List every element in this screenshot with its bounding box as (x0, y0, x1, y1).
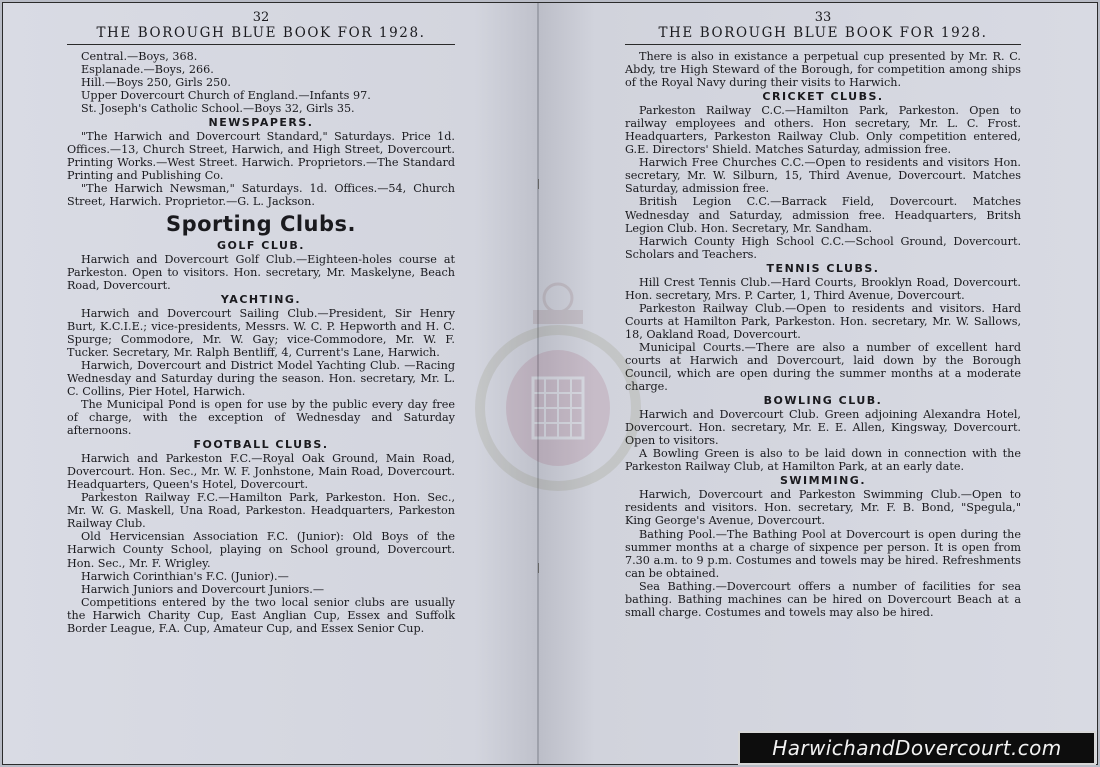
cricket-heading: CRICKET CLUBS. (762, 90, 884, 104)
sporting-clubs-heading: Sporting Clubs. (165, 211, 357, 236)
swimming-paragraph: Sea Bathing.—Dovercourt offers a number of facilities for sea bathing. Bathing machines can be hired on Dovercourt Beach at a small charge. Costumes and towels may also be hired. (625, 579, 1021, 619)
tennis-paragraph: Parkeston Railway Club.—Open to residents and visitors. Hard Courts at Hamilton Park, Parkeston. Hon. secretary, Mr. W. Sallows, 18, Oakland Road, Dovercourt. (625, 301, 1021, 341)
right-page-body (625, 50, 1021, 619)
swimming-paragraph: Harwich, Dovercourt and Parkeston Swimming Club.—Open to residents and visitors. Hon. secretary, Mr. F. B. Bond, "Spegula," King George's Avenue, Dovercourt. (625, 488, 1021, 528)
football-paragraph: Harwich Juniors and Dovercourt Juniors.— (81, 582, 325, 596)
header-rule (625, 44, 1021, 45)
site-watermark: HarwichandDovercourt.com (738, 731, 1096, 765)
bowling-paragraph: Harwich and Dovercourt Club. Green adjoining Alexandra Hotel, Dovercourt. Hon. secretary, Mr. E. E. Allen, Kingsway, Dovercourt. Open to visitors. (625, 408, 1021, 448)
newspapers-paragraph: "The Harwich and Dovercourt Standard," Saturdays. Price 1d. Offices.—13, Church Street, Harwich, and High Street, Dovercourt. Printing Works.—West Street. Harwich. Proprietors.—The Standard Printing and Publishing Co. (67, 130, 455, 183)
cricket-paragraph: Parkeston Railway C.C.—Hamilton Park, Parkeston. Open to railway employees and others. Hon secretary, Mr. L. C. Frost. Headquarters, Parkeston Railway Club. Only competition entered, G.E. Directors' Shield. Matches Saturday, admission free. (625, 104, 1021, 157)
football-heading: FOOTBALL CLUBS. (193, 438, 329, 452)
left-page (3, 3, 539, 764)
tennis-heading: TENNIS CLUBS. (766, 261, 880, 275)
golf-heading: GOLF CLUB. (217, 238, 305, 252)
football-paragraph: Harwich Corinthian's F.C. (Junior).— (81, 569, 289, 583)
schools-list-item: Central.—Boys, 368. (81, 50, 198, 63)
yachting-paragraph: The Municipal Pond is open for use by the public every day free of charge, with the exception of Wednesday and Saturday afternoons. (67, 397, 455, 438)
football-paragraph: Competitions entered by the two local senior clubs are usually the Harwich Charity Cup, East Anglian Cup, Essex and Suffolk Border League, F.A. Cup, Amateur Cup, and Essex Senior Cup. (67, 595, 455, 635)
page-number: 32 (252, 10, 270, 25)
tennis-paragraph: Hill Crest Tennis Club.—Hard Courts, Brooklyn Road, Dovercourt. Hon. secretary, Mrs. P. Carter, 1, Third Avenue, Dovercourt. (625, 275, 1021, 302)
yachting-paragraph: Harwich and Dovercourt Sailing Club.—President, Sir Henry Burt, K.C.I.E.; vice-presidents, Messrs. W. C. P. Hepworth and H. C. Spurge; Commodore, Mr. W. Gay; vice-Commodore, Mr. W. F. Tucker. Secretary, Mr. Ralph Bentliff, 4, Current's Lane, Harwich. (67, 306, 455, 359)
cricket-paragraph: Harwich Free Churches C.C.—Open to residents and visitors Hon. secretary, Mr. W. Silburn, 15, Third Avenue, Dovercourt. Matches Saturday, admission free. (625, 156, 1021, 196)
football-paragraph: Old Hervicensian Association F.C. (Junior): Old Boys of the Harwich County School, playing on School ground, Dovercourt. Hon. Sec., Mr. F. Wrigley. (67, 530, 455, 570)
swimming-heading: SWIMMING. (779, 474, 867, 488)
yachting-paragraph: Harwich, Dovercourt and District Model Yachting Club. —Racing Wednesday and Saturday during the season. Hon. secretary, Mr. L. C. Collins, Pier Hotel, Harwich. (67, 358, 455, 398)
schools-list-item: Esplanade.—Boys, 266. (81, 63, 214, 77)
football-paragraph: Harwich and Parkeston F.C.—Royal Oak Ground, Main Road, Dovercourt. Hon. Sec., Mr. W. F. Jonhstone, Main Road, Dovercourt. Headquarters, Queen's Hotel, Dovercourt. (67, 452, 455, 492)
golf-paragraph: Harwich and Dovercourt Golf Club.—Eighteen-holes course at Parkeston. Open to visitors. Hon. secretary, Mr. Maskelyne, Beach Road, Dovercourt. (67, 252, 455, 292)
cricket-paragraph: Harwich County High School C.C.—School Ground, Dovercourt. Scholars and Teachers. (625, 234, 1021, 261)
football-paragraph: Parkeston Railway F.C.—Hamilton Park, Parkeston. Hon. Sec., Mr. W. G. Maskell, Una Road, Parkeston. Headquarters, Parkeston Railway Club. (67, 491, 455, 531)
running-title: THE BOROUGH BLUE BOOK FOR 1928. (658, 25, 988, 41)
left-page-header (67, 11, 455, 45)
running-title: THE BOROUGH BLUE BOOK FOR 1928. (96, 25, 426, 41)
bowling-heading: BOWLING CLUB. (763, 394, 883, 408)
cup-paragraph: There is also in existance a perpetual cup presented by Mr. R. C. Abdy, tre High Steward of the Borough, for competition among ships of the Royal Navy during their visits to Harwich. (625, 50, 1021, 90)
newspapers-paragraph: "The Harwich Newsman," Saturdays. 1d. Offices.—54, Church Street, Harwich. Proprietor.—G. L. Jackson. (67, 182, 455, 209)
tennis-paragraph: Municipal Courts.—There are also a number of excellent hard courts at Harwich and Dovercourt, laid down by the Borough Council, which are open during the summer months at a moderate charge. (625, 340, 1021, 394)
book-spread (2, 2, 1098, 765)
page-number: 33 (814, 10, 832, 25)
bowling-paragraph: A Bowling Green is also to be laid down in connection with the Parkeston Railway Club, at Hamilton Park, at an early date. (625, 447, 1021, 474)
swimming-paragraph: Bathing Pool.—The Bathing Pool at Dovercourt is open during the summer months at a charge of sixpence per person. It is open from 7.30 a.m. to 9 p.m. Costumes and towels may be hired. Refreshments can be obtained. (625, 527, 1021, 580)
right-page (539, 3, 1097, 764)
header-rule (67, 44, 455, 45)
left-page-body (67, 50, 455, 635)
schools-list-item: St. Joseph's Catholic School.—Boys 32, Girls 35. (81, 102, 355, 116)
right-page-header (625, 11, 1021, 45)
cricket-paragraph: British Legion C.C.—Barrack Field, Dovercourt. Matches Wednesday and Saturday, admission free. Headquarters, Britsh Legion Club. Hon. Secretary, Mr. Sandham. (625, 195, 1021, 235)
newspapers-heading: NEWSPAPERS. (208, 116, 314, 130)
yachting-heading: YACHTING. (220, 292, 302, 306)
schools-list-item: Upper Dovercourt Church of England.—Infants 97. (81, 89, 371, 103)
schools-list-item: Hill.—Boys 250, Girls 250. (81, 76, 231, 90)
